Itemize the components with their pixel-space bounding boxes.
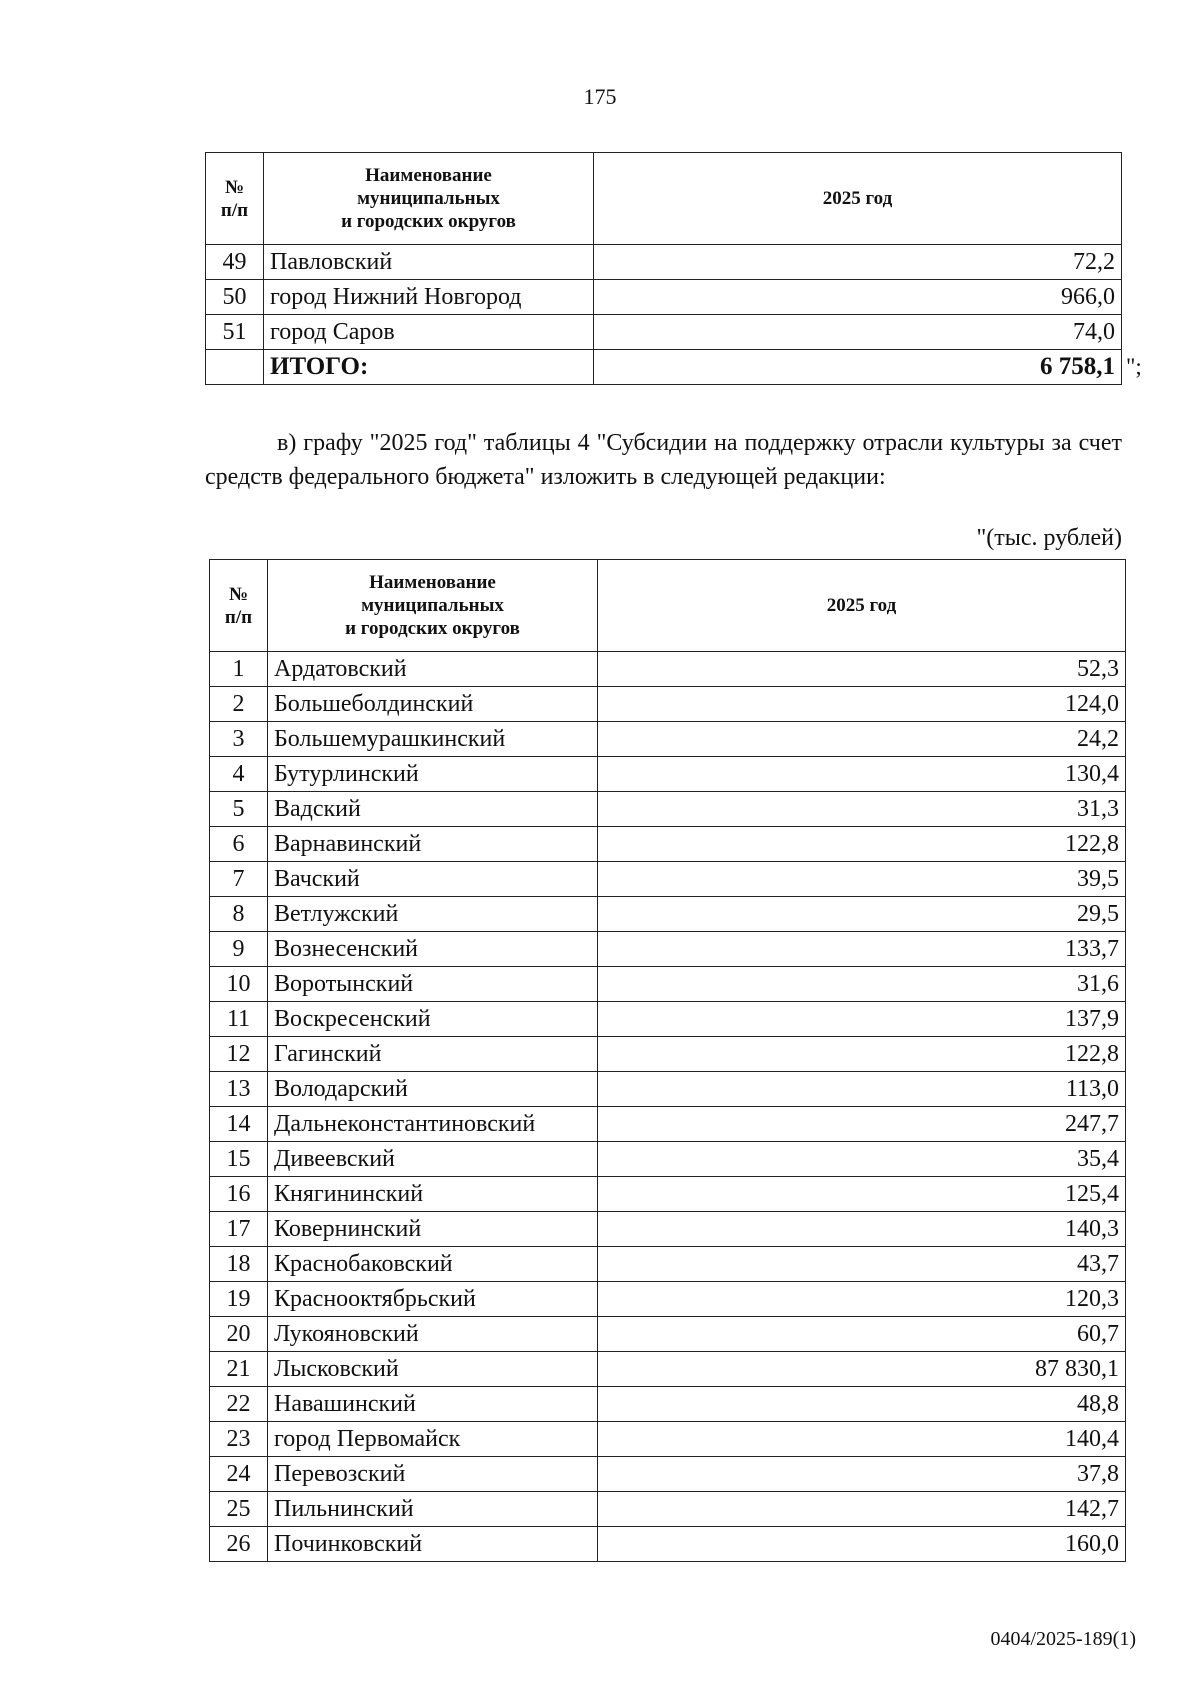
row-number: 12 bbox=[210, 1037, 268, 1072]
municipality-name: Починковский bbox=[268, 1527, 598, 1562]
municipality-name: Навашинский bbox=[268, 1387, 598, 1422]
table-row bbox=[206, 245, 1122, 280]
row-number: 11 bbox=[210, 1002, 268, 1037]
municipality-name: Перевозский bbox=[268, 1457, 598, 1492]
municipality-name: Дивеевский bbox=[268, 1142, 598, 1177]
table-row bbox=[210, 1422, 1126, 1457]
instruction-paragraph: в) графу "2025 год" таблицы 4 "Субсидии на поддержку отрасли культуры за счет средств федерального бюджета" изложить в следующей редакции: bbox=[205, 430, 1122, 490]
row-value: 142,7 bbox=[598, 1492, 1126, 1527]
row-number: 17 bbox=[210, 1212, 268, 1247]
row-number: 4 bbox=[210, 757, 268, 792]
row-value: 113,0 bbox=[598, 1072, 1126, 1107]
municipality-name: Вознесенский bbox=[268, 932, 598, 967]
row-number: 51 bbox=[206, 315, 264, 350]
table-row bbox=[210, 757, 1126, 792]
row-value: 247,7 bbox=[598, 1107, 1126, 1142]
table-row bbox=[210, 1527, 1126, 1562]
row-value: 124,0 bbox=[598, 687, 1126, 722]
row-number: 9 bbox=[210, 932, 268, 967]
table-row bbox=[210, 1352, 1126, 1387]
row-number: 8 bbox=[210, 897, 268, 932]
table-row bbox=[210, 1492, 1126, 1527]
table-row bbox=[210, 862, 1126, 897]
row-value: 31,3 bbox=[598, 792, 1126, 827]
row-number: 21 bbox=[210, 1352, 268, 1387]
row-number: 50 bbox=[206, 280, 264, 315]
row-value: 31,6 bbox=[598, 967, 1126, 1002]
row-value: 74,0 bbox=[594, 315, 1122, 350]
row-value: 52,3 bbox=[598, 652, 1126, 687]
municipality-name: Лысковский bbox=[268, 1352, 598, 1387]
municipality-name: город Нижний Новгород bbox=[264, 280, 594, 315]
table-row bbox=[210, 1037, 1126, 1072]
table-row bbox=[210, 1282, 1126, 1317]
row-value: 130,4 bbox=[598, 757, 1126, 792]
row-number: 6 bbox=[210, 827, 268, 862]
header-number: № п/п bbox=[210, 560, 268, 652]
row-number: 49 bbox=[206, 245, 264, 280]
row-value: 160,0 bbox=[598, 1527, 1126, 1562]
municipality-name: Пильнинский bbox=[268, 1492, 598, 1527]
row-number: 16 bbox=[210, 1177, 268, 1212]
row-value: 966,0 bbox=[594, 280, 1122, 315]
municipality-name: Ковернинский bbox=[268, 1212, 598, 1247]
municipality-name: Вадский bbox=[268, 792, 598, 827]
total-value: 6 758,1 bbox=[594, 350, 1122, 385]
row-number: 20 bbox=[210, 1317, 268, 1352]
municipality-name: Варнавинский bbox=[268, 827, 598, 862]
municipality-name: город Первомайск bbox=[268, 1422, 598, 1457]
row-value: 60,7 bbox=[598, 1317, 1126, 1352]
row-value: 137,9 bbox=[598, 1002, 1126, 1037]
municipality-name: город Саров bbox=[264, 315, 594, 350]
row-value: 29,5 bbox=[598, 897, 1126, 932]
header-year: 2025 год bbox=[594, 153, 1122, 245]
municipality-name: Краснобаковский bbox=[268, 1247, 598, 1282]
row-value: 24,2 bbox=[598, 722, 1126, 757]
row-number: 2 bbox=[210, 687, 268, 722]
top-table-body bbox=[206, 245, 1122, 350]
table-row bbox=[210, 827, 1126, 862]
municipality-name: Павловский bbox=[264, 245, 594, 280]
municipality-name: Володарский bbox=[268, 1072, 598, 1107]
municipality-name: Краснооктябрьский bbox=[268, 1282, 598, 1317]
total-row bbox=[206, 350, 1122, 385]
header-year: 2025 год bbox=[598, 560, 1126, 652]
table-row bbox=[210, 1072, 1126, 1107]
row-value: 43,7 bbox=[598, 1247, 1126, 1282]
table-row bbox=[210, 1002, 1126, 1037]
row-number: 10 bbox=[210, 967, 268, 1002]
municipality-name: Бутурлинский bbox=[268, 757, 598, 792]
total-number-cell bbox=[206, 350, 264, 385]
header-name: Наименование муниципальных и городских округов bbox=[268, 560, 598, 652]
document-code: 0404/2025-189(1) bbox=[990, 1628, 1136, 1650]
table-row bbox=[210, 1317, 1126, 1352]
municipality-name: Большемурашкинский bbox=[268, 722, 598, 757]
table-row bbox=[210, 722, 1126, 757]
row-value: 140,3 bbox=[598, 1212, 1126, 1247]
municipality-name: Ардатовский bbox=[268, 652, 598, 687]
main-table-header bbox=[210, 560, 1126, 652]
municipality-name: Дальнеконстантиновский bbox=[268, 1107, 598, 1142]
table-row bbox=[206, 315, 1122, 350]
top-table bbox=[205, 152, 1122, 385]
units-label: "(тыс. рублей) bbox=[976, 525, 1122, 551]
table-row bbox=[210, 1142, 1126, 1177]
main-table bbox=[209, 559, 1126, 1562]
table-row bbox=[210, 932, 1126, 967]
row-number: 26 bbox=[210, 1527, 268, 1562]
row-number: 3 bbox=[210, 722, 268, 757]
row-number: 22 bbox=[210, 1387, 268, 1422]
row-number: 19 bbox=[210, 1282, 268, 1317]
municipality-name: Вачский bbox=[268, 862, 598, 897]
row-number: 23 bbox=[210, 1422, 268, 1457]
row-number: 24 bbox=[210, 1457, 268, 1492]
table-row bbox=[210, 1212, 1126, 1247]
row-value: 120,3 bbox=[598, 1282, 1126, 1317]
table-row bbox=[210, 1177, 1126, 1212]
row-value: 72,2 bbox=[594, 245, 1122, 280]
main-table-body bbox=[210, 652, 1126, 1562]
header-number: № п/п bbox=[206, 153, 264, 245]
table-row bbox=[210, 897, 1126, 932]
row-value: 122,8 bbox=[598, 1037, 1126, 1072]
row-value: 35,4 bbox=[598, 1142, 1126, 1177]
row-number: 15 bbox=[210, 1142, 268, 1177]
table-row bbox=[210, 652, 1126, 687]
row-value: 48,8 bbox=[598, 1387, 1126, 1422]
row-number: 1 bbox=[210, 652, 268, 687]
row-number: 14 bbox=[210, 1107, 268, 1142]
row-number: 18 bbox=[210, 1247, 268, 1282]
row-value: 87 830,1 bbox=[598, 1352, 1126, 1387]
row-number: 5 bbox=[210, 792, 268, 827]
row-value: 39,5 bbox=[598, 862, 1126, 897]
table-row bbox=[206, 280, 1122, 315]
header-name: Наименование муниципальных и городских округов bbox=[264, 153, 594, 245]
table-row bbox=[210, 1387, 1126, 1422]
municipality-name: Воротынский bbox=[268, 967, 598, 1002]
table-row bbox=[210, 967, 1126, 1002]
municipality-name: Воскресенский bbox=[268, 1002, 598, 1037]
table-row bbox=[210, 1457, 1126, 1492]
total-label: ИТОГО: bbox=[264, 350, 594, 385]
row-number: 7 bbox=[210, 862, 268, 897]
table-row bbox=[210, 687, 1126, 722]
row-number: 13 bbox=[210, 1072, 268, 1107]
table-row bbox=[210, 1107, 1126, 1142]
municipality-name: Большеболдинский bbox=[268, 687, 598, 722]
row-value: 133,7 bbox=[598, 932, 1126, 967]
row-value: 140,4 bbox=[598, 1422, 1126, 1457]
closing-quote: "; bbox=[1126, 354, 1142, 379]
municipality-name: Княгининский bbox=[268, 1177, 598, 1212]
row-value: 37,8 bbox=[598, 1457, 1126, 1492]
page-number: 175 bbox=[583, 84, 617, 109]
row-number: 25 bbox=[210, 1492, 268, 1527]
municipality-name: Ветлужский bbox=[268, 897, 598, 932]
row-value: 122,8 bbox=[598, 827, 1126, 862]
row-value: 125,4 bbox=[598, 1177, 1126, 1212]
municipality-name: Гагинский bbox=[268, 1037, 598, 1072]
table-row bbox=[210, 1247, 1126, 1282]
top-table-header bbox=[206, 153, 1122, 245]
municipality-name: Лукояновский bbox=[268, 1317, 598, 1352]
table-row bbox=[210, 792, 1126, 827]
